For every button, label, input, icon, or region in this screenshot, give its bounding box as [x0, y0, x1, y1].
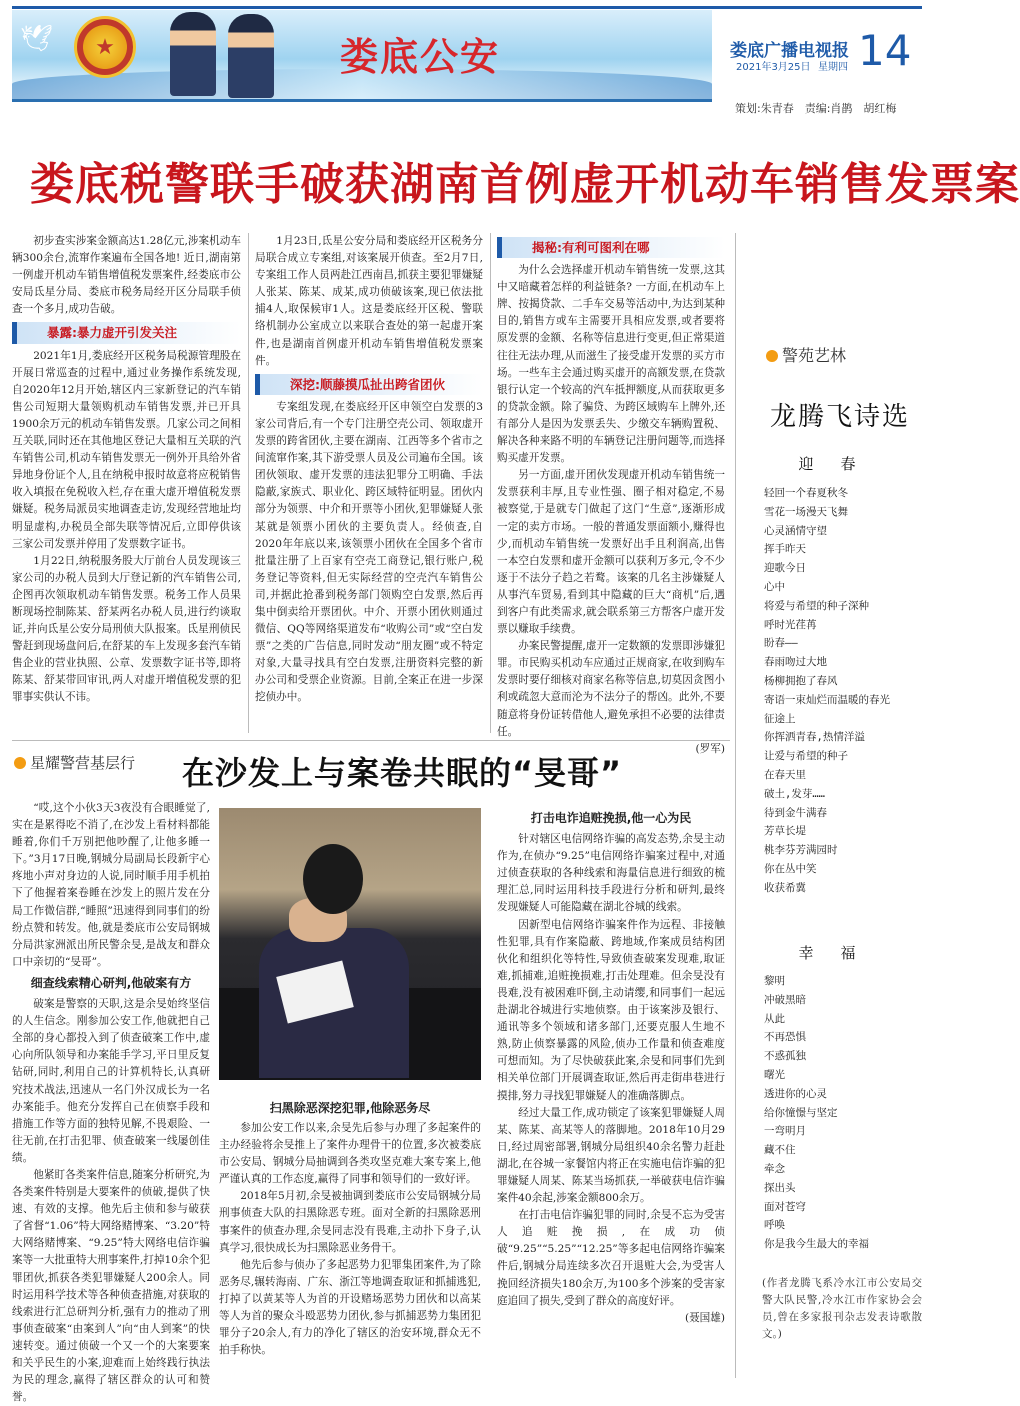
poem-line: 你挥洒青春,热情洋溢	[764, 731, 865, 744]
officer-sleeping-photo	[219, 808, 481, 1080]
poem-line: 迎歌今日	[764, 562, 806, 575]
publication-weekday: 星期四	[818, 62, 848, 73]
police-emblem-icon: ★	[74, 16, 136, 78]
article2-paragraph: “哎,这个小伙3天3夜没有合眼睡觉了,实在是累得吃不消了,在沙发上看材料都能睡着,你们千万别把他吵醒了,让他多睡一下。”3月17日晚,钢城分局副局长段新宇心疼地小声对身边的人说,同时顺手用手机拍下了他握着案卷睡在沙发上的照片发在分局工作微信群,“睡照”迅速得到同事们的纷纷点赞和转发。他,就是娄底市公安局钢城分局洪家洲派出所民警余旻,是战友和群众口中亲切的“旻哥”。	[12, 802, 210, 968]
article1-paragraph: 1月23日,氐星公安分局和娄底经开区税务分局联合成立专案组,对该案展开侦查。至2月7日,专案组工作人员两赴江西南昌,抓获主要犯罪嫌疑人张某、陈某、成某,成功侦破该案,现已依法批捕4人,取保候审1人。这是娄底经开区税、警联络机制办公室成立以来联合查处的第一起虚开案件,也是湖南首例虚开机动车销售增值税发票案件。	[255, 235, 483, 367]
column-divider	[490, 233, 491, 733]
article1-paragraph: 1月22日,纳税服务股大厅前台人员发现该三家公司的办税人员到大厅登记新的汽车销售公司,企图再次领取机动车销售发票。税务工作人员果断现场控制陈某、舒某两名办税人员,进行约谈取证,并向氐星公安分局刑侦大队报案。氐星刑侦民警赶到现场盘问后,在舒某的车上发现多套汽车销售企业的营业执照、公章、发票数字证书等,即将陈某、舒某带回审讯,两人对虚开增值税发票的犯罪事实供认不讳。	[12, 554, 241, 704]
bullet-dot-icon	[766, 350, 778, 362]
editors-credit: 策划:朱青春 责编:肖鹊 胡红梅	[735, 102, 897, 115]
poem1-title: 迎 春	[798, 455, 862, 473]
article2-subhead-fraud: 打击电诈追赃挽损,他一心为民	[530, 811, 692, 825]
poem-line: 杨柳拥抱了春风	[764, 674, 838, 687]
poem-line: 心灵涵情守望	[764, 524, 827, 537]
bullet-dot-icon	[14, 757, 26, 769]
article2-column-2	[219, 1120, 481, 1382]
article2-paragraph: 他紧盯各类案件信息,随案分析研究,为各类案件特别是大要案件的侦破,提供了快速、有效的支撑。他先后主侦和参与破获了省督“1.06”特大网络赌博案、“3.20”特大网络赌博案、“9.25”特大网络电信诈骗案等一大批重特大刑事案件,打掉10余个犯罪团伙,抓获各类犯罪嫌疑人200余人。同时运用科学技术等各种侦查措施,对获取的线索进行汇总研判分析,强有力的推动了刑事侦查破案“由案到人”向“由人到案”的快速转变。通过侦破一个又一个的大案要案和关乎民生的小案,迎难而上始终践行执法为民的理念,赢得了辖区群众的认可和赞誉。	[12, 1168, 210, 1404]
poem-line: 一弯明月	[764, 1125, 806, 1138]
poem-line: 你在丛中笑	[764, 862, 817, 875]
article2-byline: (聂国雄)	[684, 1311, 725, 1324]
poem-line: 不惑孤独	[764, 1050, 806, 1063]
poem-line: 你是我今生最大的幸福	[764, 1238, 869, 1251]
masthead-top-rule	[12, 6, 922, 9]
article2-headline: 在沙发上与案卷共眠的“旻哥”	[182, 754, 623, 792]
poem-line: 在春天里	[764, 768, 806, 781]
article2-paragraph: 破案是警察的天职,这是余旻始终坚信的人生信念。刚参加公安工作,他就把自己全部的身心都投入到了侦查破案工作中,虚心向所队领导和办案能手学习,平日里反复钻研,同时,利用自己的计算机特长,认真研究技术战法,迅速从一名门外汉成长为一名办案能手。他充分发挥自己在侦察手段和措施工作等方面的独特见解,不畏艰险、一往无前,在打击犯罪、侦查破案一线屡创佳绩。	[12, 998, 210, 1164]
article1-subhead-exposure: 暴露:暴力虚开引发关注	[12, 322, 241, 343]
poem-line: 收获希冀	[764, 881, 806, 894]
poem-line: 面对苍穹	[764, 1200, 806, 1213]
article2-paragraph: 经过大量工作,成功锁定了该案犯罪嫌疑人周某、陈某、高某等人的落脚地。2018年10月29日,经过周密部署,钢城分局组织40余名警力赶赴湖北,在谷城一家餐馆内将正在实施电信诈骗的犯罪嫌疑人周某、陈某当场抓获,一举破获电信诈骗案件40余起,涉案金额800余万。	[497, 1106, 725, 1205]
officer-illustration	[228, 14, 274, 98]
page-number: 14	[858, 26, 912, 75]
article2-paragraph: 因新型电信网络诈骗案件作为远程、非接触性犯罪,具有作案隐蔽、跨地域,作案成员结构团伙化和组织化等特性,导致侦查破案发现难,取证难,抓捕难,追赃挽损难,打击处理难。但余旻没有畏难,没有被困难吓倒,主动请缨,和同事们一起远赴湖北谷城进行实地侦察。由于该案涉及银行、通讯等多个领域和诸多部门,还要克服人生地不熟,防止侦察暴露的风险,侦办工作量和侦查难度可想而知。为了尽快破获此案,余旻和同事们先到相关单位部门开展调查取证,然后再走街串巷进行摸排,努力寻找犯罪嫌疑人的准确落脚点。	[497, 918, 725, 1102]
photo-caption: 扫黑除恶深挖犯罪,他除恶务尽	[269, 1101, 431, 1115]
article2-paragraph: 参加公安工作以来,余旻先后参与办理了多起案件的主办经验将余旻推上了案件办理骨干的位置,多次被娄底市公安局、钢城分局抽调到各类攻坚克难大案专案上,他严谨认真的工作态度,赢得了同事和领导们的一致好评。	[219, 1122, 481, 1186]
article1-paragraph: 为什么会选择虚开机动车销售统一发票,这其中又暗藏着怎样的利益链条? 一方面,在机动车上牌、按揭贷款、二手车交易等活动中,为达到某种目的,销售方或车主需要开具相应发票,或者要将原发票的金额、名称等信息进行变更,但正常渠道往往无法办理,从而滋生了接受虚开发票的买方市场。一些车主会通过购买虚开的高额发票,在贷款银行认定一个较高的汽车抵押额度,从而获取更多的贷款金额。除了骗贷、为跨区域购车上牌外,还有部分人是因为发票丢失、少缴交车辆购置税、解决各种来路不明的车辆登记注册问题等,而选择购买虚开发票。	[497, 264, 725, 465]
section-tag-police-life	[14, 752, 135, 773]
section-divider	[12, 740, 730, 741]
poem-line: 让爱与希望的种子	[764, 750, 848, 763]
article1-subhead-reveal: 揭秘:有利可图利在哪	[497, 237, 725, 258]
article1-column-1	[12, 233, 241, 733]
poem-line: 将爱与希望的种子深种	[764, 599, 869, 612]
article1-subhead-dig: 深挖:顺藤摸瓜扯出跨省团伙	[255, 374, 483, 395]
section-title: 娄底公安	[340, 35, 501, 79]
article1-paragraph: 办案民警提醒,虚开一定数额的发票即涉嫌犯罪。市民购买机动车应通过正规商家,在收到购车发票时要仔细核对商家名称等信息,切莫因贪图小利或疏忽大意而沦为不法分子的帮凶。此外,不要随意将身份证转借他人,避免承担不必要的法律责任。	[497, 640, 725, 738]
article1-column-2	[255, 233, 483, 733]
poetry-title: 龙腾飞诗选	[770, 402, 911, 432]
poem2-body	[764, 972, 869, 1254]
article1-byline: (罗军)	[695, 742, 725, 755]
poem-line: 给你憧憬与坚定	[764, 1106, 838, 1119]
article1-paragraph: 另一方面,虚开团伙发现虚开机动车销售统一发票获利丰厚,且专业性强、圈子相对稳定,不易被察觉,于是就专门做起了这门“生意”,逐渐形成一定的卖方市场。一般的普通发票面额小,赚得也少,而机动车销售统一发票好出手且利润高,出售一本空白发票和虚开金额可以获利万多元,令不少逐于不法分子趋之若鹜。该案的几名主涉嫌疑人从事汽车贸易,看到其中隐藏的巨大“商机”后,遇到客户有此类需求,就会联系第三方帮客户虚开发票以赚取手续费。	[497, 469, 725, 636]
article2-subhead-case: 细查线索精心研判,他破案有方	[30, 975, 192, 990]
poem2-title: 幸 福	[798, 944, 862, 962]
poem-line: 征途上	[764, 712, 796, 725]
section-tag-label: 警苑艺林	[782, 346, 847, 365]
author-note: (作者龙腾飞系冷水江市公安局交警大队民警,冷水江市作家协会会员,曾在多家报刊杂志发表诗歌散文。)	[762, 1277, 922, 1340]
publication-date: 2021年3月25日	[736, 62, 811, 73]
article1-paragraph: 2021年1月,娄底经开区税务局税源管理股在开展日常巡查的过程中,通过业务操作系统发现,自2020年12月开始,辖区内三家新登记的汽车销售公司短期大量领购机动车销售发票,并已开具1900余万元的机动车销售发票。几家公司之间相互关联,同时还在其他地区登记大量相互关联的汽车销售公司,机动车销售发票无一例外开具给外省异地身份证个人,且在纳税申报时故意将应税销售收入填报在免税收入栏,存在重大虚开增值税发票嫌疑。税务局派员实地调查走访,发现经营地址均明显虚构,办税员全部失联等情况后,立即停供该三家公司发票并停用了发票数字证书。	[12, 349, 241, 550]
poem-line: 不再恐惧	[764, 1031, 806, 1044]
poem-line: 桃李芬芳满园时	[764, 844, 838, 857]
dove-icon: 🕊	[20, 24, 54, 54]
article2-paragraph: 他先后参与侦办了多起恶势力犯罪集团案件,为了除恶务尽,辗转海南、广东、浙江等地调查取证和抓捕逃犯,打掉了以黄某等人为首的开设赌场恶势力团伙和以高某等人为首的聚众斗殴恶势力团伙,参与抓捕恶势力集团犯罪分子20余人,有力的净化了辖区的治安环境,群众无不拍手称快。	[219, 1258, 481, 1357]
article2-paragraph: 针对辖区电信网络诈骗的高发态势,余旻主动作为,在侦办“9.25”电信网络诈骗案过程中,对通过侦查获取的各种线索和海量信息进行细致的梳理汇总,同时运用科技手段进行分析和研判,最终发现嫌疑人可能隐藏在湖北谷城的线索。	[497, 833, 725, 914]
poem-line: 透进你的心灵	[764, 1087, 827, 1100]
poem-line: 牵念	[764, 1162, 785, 1175]
poem-line: 心中	[764, 580, 785, 593]
poem-line: 曙光	[764, 1068, 785, 1081]
section-tag-arts	[766, 343, 846, 366]
main-headline: 娄底税警联手破获湖南首例虚开机动车销售发票案	[30, 159, 1020, 210]
article1-paragraph: 专案组发现,在娄底经开区申领空白发票的3家公司背后,有一个专门注册空壳公司、领取虚开发票的跨省团伙,主要在湖南、江西等多个省市之间流窜作案,其下游受票人员及公司遍布全国。该团伙领取、虚开发票的违法犯罪分工明确、手法隐蔽,家族式、职业化、跨区域特征明显。团伙内部分为领票、中介和开票等小团伙,犯罪嫌疑人张某就是领票小团伙的主要负责人。经侦查,自2020年年底以来,该领票小团伙在全国多个省市批量注册了上百家有空壳工商登记,银行账户,税务登记等资料,但无实际经营的空壳汽车销售公司,并据此抢番到税务部门领购空白发票,然后再集中倒卖给开票团伙。中介、开票小团伙则通过微信、QQ等网络渠道发布“收购公司”或“空白发票”之类的广告信息,同时发动“朋友圈”或不特定对象,大量寻找具有空白发票,注册资料完整的新办公司和受票企业资源。目前,全案正在进一步深挖侦办中。	[255, 400, 483, 704]
column-divider	[248, 233, 249, 733]
poem-line: 从此	[764, 1012, 785, 1025]
column-divider	[735, 233, 736, 1378]
poem-line: 黎明	[764, 975, 785, 987]
poem-line: 冲破黑暗	[764, 993, 806, 1006]
poem-line: 芳草长堤	[764, 825, 806, 838]
poem-line: 春雨吻过大地	[764, 656, 827, 669]
article1-column-3	[497, 233, 725, 755]
article2-paragraph: 2018年5月初,余旻被抽调到娄底市公安局钢城分局刑事侦查大队的扫黑除恶专班。面对全新的扫黑除恶刑事案件的侦查办理,余旻同志没有畏难,主动扑下身子,认真学习,很快成长为扫黑除恶业务骨干。	[219, 1190, 481, 1254]
poem-line: 寄语一束灿烂而温暖的春光	[764, 693, 890, 706]
paper-name: 娄底广播电视报	[730, 41, 849, 61]
poem1-body	[764, 484, 890, 898]
section-tag-label: 星耀警营基层行	[30, 754, 136, 772]
poem-line: 轻回一个春夏秋冬	[764, 487, 848, 499]
poem-line: 待到金牛满春	[764, 806, 827, 819]
poem-line: 盼春——	[764, 637, 798, 650]
officer-illustration	[170, 12, 216, 96]
article1-intro: 初步查实涉案金额高达1.28亿元,涉案机动车辆300余台,流窜作案遍布全国各地! 近日,湖南第一例虚开机动车销售增值税发票案件,经娄底市公安局氐星分局、娄底市税务局经开区分局联手侦查一个多月,成功告破。	[12, 235, 241, 316]
article2-column-1	[12, 800, 210, 1404]
poem-line: 藏不住	[764, 1144, 796, 1157]
poem-line: 挥手昨天	[764, 543, 806, 556]
poem-line: 呼时光荏苒	[764, 618, 817, 631]
poem-line: 破土,发芽……	[764, 787, 825, 800]
poem-line: 探出头	[764, 1181, 796, 1194]
article2-paragraph: 在打击电信诈骗犯罪的同时,余旻不忘为受害人追赃挽损,在成功侦破“9.25”“5.25”“12.25”等多起电信网络诈骗案件后,钢城分局连续多次召开退赃大会,为受害人挽回经济损失180余万,为100多个涉案的受害家庭追回了损失,受到了群众的高度好评。	[497, 1209, 725, 1307]
poem-line: 雪花一场漫天飞舞	[764, 505, 848, 518]
article2-column-3	[497, 806, 725, 1380]
poem-line: 呼唤	[764, 1219, 785, 1232]
